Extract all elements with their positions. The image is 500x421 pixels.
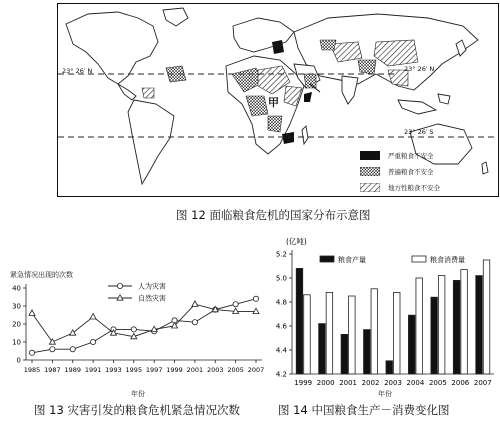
bar-consumption	[304, 295, 311, 374]
bar-y-tick-label: 5.2	[275, 250, 287, 259]
bar-consumption	[438, 276, 445, 374]
line-y-tick-label: 20	[12, 320, 21, 329]
line-x-tick-label: 1993	[105, 366, 122, 374]
point-triangle	[70, 330, 76, 335]
line-x-tick-label: 1985	[23, 366, 41, 374]
bar-consumption	[461, 270, 468, 374]
legend-swatch-local	[360, 183, 380, 192]
legend-item-severe	[360, 148, 490, 164]
line-x-tick-label: 2007	[247, 366, 265, 374]
bar-legend-swatch-1	[412, 256, 426, 262]
legend-label-severe: 严重粮食不安全	[388, 152, 434, 160]
bar-consumption	[349, 296, 356, 374]
series-line-1	[32, 304, 256, 342]
bar-legend-swatch-0	[320, 256, 334, 262]
legend-swatch-severe	[360, 151, 380, 160]
line-x-tick-label: 1987	[44, 366, 61, 374]
line-x-tick-label: 1989	[64, 366, 82, 374]
point-triangle	[192, 301, 198, 306]
line-xlabel: 年份	[131, 390, 145, 398]
point-circle	[192, 320, 197, 325]
line-x-tick-label: 2005	[227, 366, 244, 374]
lat-north-right: 23° 26′ N	[404, 65, 435, 73]
bar-xlabel: 年份	[378, 390, 392, 398]
point-circle	[50, 347, 55, 352]
legend-label-general: 普遍粮食不安全	[388, 168, 434, 176]
bar-chart	[262, 232, 498, 392]
legend-swatch-general	[360, 167, 380, 176]
bar-x-tick-label: 2002	[361, 379, 380, 387]
bar-production	[341, 334, 348, 374]
legend-label-1: 自然灾害	[138, 294, 166, 303]
bar-y-tick-label: 4.8	[275, 298, 287, 307]
legend-item-general	[360, 164, 490, 180]
bar-x-tick-label: 2006	[451, 379, 470, 387]
bar-x-tick-label: 2003	[384, 379, 402, 387]
line-y-tick-label: 30	[12, 302, 21, 311]
line-chart	[0, 278, 270, 388]
legend-label-0: 人为灾害	[138, 282, 166, 291]
line-y-tick-label: 0	[16, 356, 21, 365]
line-x-tick-label: 1991	[84, 366, 102, 374]
legend-marker-circle	[117, 283, 122, 288]
point-circle	[253, 296, 258, 301]
point-circle	[29, 350, 34, 355]
bar-x-tick-label: 2004	[406, 379, 425, 387]
bar-y-unit: (亿吨)	[286, 237, 307, 246]
point-circle	[70, 347, 75, 352]
point-triangle	[90, 314, 96, 319]
point-circle	[233, 302, 238, 307]
bar-y-tick-label: 4.6	[275, 322, 287, 331]
marker-label: 甲	[268, 96, 279, 109]
bar-consumption	[371, 289, 378, 374]
bar-production	[364, 330, 371, 374]
line-x-tick-label: 1999	[166, 366, 183, 374]
bar-consumption	[394, 292, 401, 374]
bar-y-tick-label: 5.0	[275, 274, 287, 283]
line-ylabel: 紧急情况出现的次数	[10, 271, 73, 279]
insecure-regions	[142, 40, 418, 132]
bar-production	[476, 276, 483, 374]
point-circle	[90, 339, 95, 344]
bar-x-tick-label: 2007	[473, 379, 492, 387]
bar-x-tick-label: 2000	[316, 379, 335, 387]
line-y-tick-label: 40	[12, 284, 21, 293]
lat-south-right: 23° 26′ S	[404, 128, 434, 136]
legend-item-local	[360, 180, 490, 196]
point-triangle	[253, 308, 259, 313]
point-triangle	[29, 310, 35, 315]
bar-production	[296, 268, 303, 374]
bar-y-tick-label: 4.2	[275, 370, 287, 379]
line-x-tick-label: 1997	[145, 366, 163, 374]
bar-consumption	[416, 278, 423, 374]
line-marks	[29, 282, 259, 356]
line-caption: 图 13 灾害引发的粮食危机紧急情况次数	[34, 403, 240, 417]
point-circle	[131, 327, 136, 332]
series-line-0	[32, 299, 256, 353]
line-x-tick-label: 2001	[186, 366, 204, 374]
bar-caption: 图 14 中国粮食生产－消费变化图	[278, 403, 450, 417]
bar-consumption	[483, 260, 490, 374]
bar-production	[431, 297, 438, 374]
bar-x-tick-label: 2001	[339, 379, 358, 387]
line-y-tick-label: 10	[12, 338, 21, 347]
legend-label-local: 地方性粮食不安全	[388, 184, 440, 192]
bar-consumption	[326, 292, 333, 374]
bar-production	[453, 280, 460, 374]
map-caption: 图 12 面临粮食危机的国家分布示意图	[176, 208, 371, 222]
bar-legend-label-0: 粮食产量	[338, 256, 366, 264]
lat-north-left: 23° 26′ N	[62, 67, 93, 75]
map-legend	[360, 148, 490, 196]
legend-marker-triangle	[117, 295, 123, 300]
bar-y-tick-label: 4.4	[275, 346, 287, 355]
bar-production	[386, 361, 393, 374]
line-x-tick-label: 1995	[125, 366, 143, 374]
bar-production	[319, 324, 326, 374]
bar-marks	[296, 255, 490, 374]
line-x-tick-label: 2003	[206, 366, 224, 374]
bar-x-tick-label: 2005	[428, 379, 447, 387]
bar-x-tick-label: 1999	[294, 379, 313, 387]
bar-production	[408, 315, 415, 374]
bar-legend-label-1: 粮食消费量	[430, 256, 465, 264]
